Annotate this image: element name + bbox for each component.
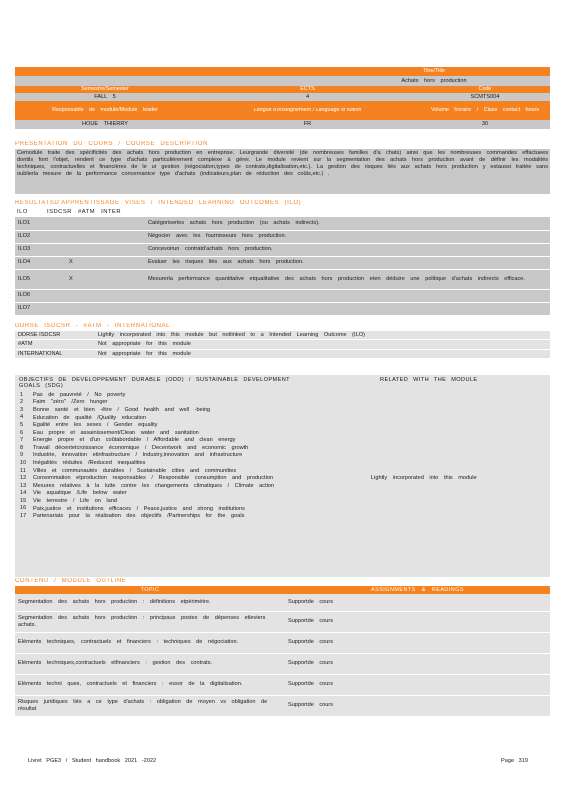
sdg-number: 9 <box>20 452 24 459</box>
sdg-text: Faim "zéro" /Zero hunger <box>33 399 108 406</box>
content-assign: Supportde cours <box>285 653 550 674</box>
presentation-text: Cemodule traite des spécificités des achats hors production en entreprise. Leurgrande diversité (de nombreuses familles d'a chats) ainsi que les nombreuses commandes effactuees dontils font l'objet, rendent ce type d'achats particulièrement complexe à gérer. Le module revient sur la segmentation des achats hors production avant de définir les modalités techniques, contractuelles et financières de le ur gestion (négociation,types de contrats,digitalisation,etc.). La gestion des risques liés aux achats hors production y estaussi traitée sans oublierla mesure de la performance concernantce type d'achats (indicateurs,plan de réduction des coûts,etc.) . <box>15 149 550 194</box>
responsible-values-row <box>15 120 550 129</box>
sdg-number: 12 <box>20 475 27 482</box>
content-assign: Supportde cours <box>285 632 550 653</box>
ilo-text: Concevoirun contratd'achats hors production. <box>145 243 550 256</box>
content-topic: Segmentation des achats hors production : définitions etpérimètre. <box>15 594 285 611</box>
semester-value: FALL 5 <box>94 93 116 100</box>
ilo-text: Catégoriserles achats hors production (ou achats indirects). <box>145 217 550 230</box>
sdg-item <box>15 429 550 437</box>
page-number: Page 319 <box>501 758 528 764</box>
sdg-text: Villes et communautés durables / Sustainable cities and communities <box>33 467 237 474</box>
ilo-row <box>15 302 550 315</box>
ilo-mark <box>55 289 145 302</box>
content-topic: Eléments techniques, contractuels et financiers : techniques de négociation. <box>15 632 285 653</box>
ilo-id: ILO3 <box>15 243 55 256</box>
sdg-text: Paix,justice et institutions efficaces / Peace,justice and strong institutions <box>33 505 245 512</box>
ilo-table <box>15 217 550 316</box>
sdg-number: 2 <box>20 399 24 406</box>
sdg-text: Inégalités réduites /Reduced inequalities <box>33 460 146 467</box>
ilo-mark <box>55 230 145 243</box>
ilo-id: ILO1 <box>15 217 55 230</box>
sdg-number: 15 <box>20 497 27 504</box>
responsible-value: HOUE THIERRY <box>81 121 129 128</box>
content-topic: Segmentation des achats hors production : principaux postes de dépenses etleviers achats. <box>15 611 285 632</box>
sdg-number: 6 <box>20 429 24 436</box>
sdg-number: 8 <box>20 444 24 451</box>
sdg-number: 11 <box>20 467 26 474</box>
module-header <box>15 67 550 129</box>
intl-row <box>15 349 550 358</box>
ilo-id: ILO2 <box>15 230 55 243</box>
content-col-assign: ASSIGNMENTS & READINGS <box>371 586 464 593</box>
content-topic: Eléments techni ques, contractuels et financiers : essor de la digitalisation. <box>15 674 285 695</box>
sdg-number: 14 <box>20 490 27 497</box>
semester-values-row <box>15 93 550 101</box>
sdg-item <box>15 452 550 460</box>
sdg-number: 7 <box>20 437 24 444</box>
sdg-text: Vie terrestre / Life on land <box>33 498 117 505</box>
intl-label: #ATM <box>15 340 95 349</box>
ilo-text: Négocier avec les fournisseurs hors production. <box>145 230 550 243</box>
ilo-row <box>15 217 550 230</box>
ilo-mark <box>55 243 145 256</box>
ilo-mark <box>55 217 145 230</box>
sdg-item <box>15 437 550 445</box>
sdg-title: OBJECTIFS DE DEVELOPPEMENT DURABLE (ODD) / SUSTAINABLE DEVELOPMENT GOALS (SDG) <box>19 377 290 390</box>
intl-text: Lightly incorporated into this module but notlinked to a Intended Learning Outcome (ILO) <box>95 331 550 340</box>
content-row <box>15 695 550 716</box>
sdg-number: 4 <box>20 414 24 421</box>
sdg-item <box>15 399 550 407</box>
ilo-id: ILO7 <box>15 302 55 315</box>
sdg-text: Bonne santé et bien -être / Good health and well -being <box>33 406 211 413</box>
ilo-id: ILO5 <box>15 269 55 289</box>
sdg-number: 5 <box>20 421 24 428</box>
volume-label: Volume horaire / Class contact hours <box>430 107 540 114</box>
intl-row <box>15 340 550 349</box>
content-title: CONTENU / MODULE OUTLINE <box>15 578 127 584</box>
sdg-number: 13 <box>20 482 27 489</box>
sdg-item <box>15 490 550 498</box>
sdg-text: Pas de pauvreté / No poverty <box>33 391 126 398</box>
sdg-item <box>15 414 550 422</box>
responsible-labels-row <box>15 101 550 120</box>
ects-value: 4 <box>305 93 310 100</box>
sdg-text: Education de qualité /Quality education <box>33 414 147 421</box>
page-footer <box>28 758 528 764</box>
ilo-col-id: ILO <box>17 209 28 216</box>
sdg-number: 10 <box>20 459 27 466</box>
sdg-related-title: RELATED WITH THE MODULE <box>380 377 478 383</box>
sdg-item <box>15 505 550 513</box>
content-col-topic: TOPIC <box>140 586 160 593</box>
responsible-label: Responsable de module/Module leader <box>52 107 158 114</box>
content-row <box>15 653 550 674</box>
ilo-col-flags: ISDCSR #ATM INTER <box>47 209 122 216</box>
sdg-item <box>15 475 550 483</box>
ilo-section <box>15 200 550 316</box>
sdg-number: 3 <box>20 406 24 413</box>
sdg-number: 1 <box>20 391 24 398</box>
sdg-item <box>15 482 550 490</box>
presentation-section <box>15 141 550 194</box>
sdg-text: Industrie, innovation etinfrastructure / Industry,innovation and infrastructure <box>33 452 243 459</box>
ilo-text <box>145 302 550 315</box>
intl-table <box>15 331 550 359</box>
content-assign: Supportde cours <box>285 594 550 611</box>
intl-text: Not appropriate for this module <box>95 349 550 358</box>
sdg-item <box>15 391 550 399</box>
language-label: Langue d'enseignement / Language of tuition <box>253 107 362 113</box>
ilo-title: RESULTATSD'APPRENTISSAGE VISES / INTENDED LEARNING OUTCOMES (ILO) <box>15 200 302 206</box>
content-assign: Supportde cours <box>285 674 550 695</box>
sdg-section <box>15 375 550 577</box>
title-label: Titre/Title <box>422 68 446 75</box>
sdg-item <box>15 513 550 521</box>
intl-row <box>15 331 550 340</box>
sdg-text: Consommation etproduction responsables / Responsible consumption and production <box>33 475 274 482</box>
semester-label: Semestre/Semester <box>81 86 129 93</box>
sdg-text: Partenariats pour la réalisation des objectifs /Partnerships for the goals <box>33 513 245 520</box>
content-row <box>15 611 550 632</box>
ilo-id: ILO4 <box>15 256 55 269</box>
sdg-related: Lightly incorporated into this module <box>371 475 477 482</box>
code-label: Code <box>478 86 492 93</box>
ects-label: ECTS <box>300 86 315 93</box>
ilo-mark <box>55 302 145 315</box>
ilo-header-row <box>15 208 550 217</box>
ilo-row <box>15 230 550 243</box>
sdg-item <box>15 421 550 429</box>
intl-label: DDRSE ISDCSR <box>15 331 95 340</box>
sdg-text: Travail décentetcroissance économique / Decentwork and economic growth <box>33 444 249 451</box>
semester-labels-row <box>15 86 550 93</box>
content-section <box>15 578 550 717</box>
ilo-text: Mesurerla performance quantitative etqualitative des achats hors production eten déduire une politique d'achats indirects efficace. <box>145 269 550 289</box>
sdg-item <box>15 467 550 475</box>
sdg-number: 16 <box>20 505 27 512</box>
code-value: SCMTS004 <box>470 93 500 100</box>
sdg-item <box>15 497 550 505</box>
intl-section <box>15 323 550 359</box>
intl-text: Not appropriate for this module <box>95 340 550 349</box>
ilo-text: Evaluer les risques liés aux achats hors production. <box>145 256 550 269</box>
intl-title: DDRSE ISDCSR - #ATM - INTERNATIONAL <box>15 323 171 329</box>
sdg-item <box>15 444 550 452</box>
sdg-text: Eau propre et assainissement/Clean water and sanitation <box>33 429 199 436</box>
content-row <box>15 632 550 653</box>
sdg-text: Mesures relatives à la lutte contre les changements climatiques / Climate action <box>33 482 275 489</box>
module-title: Achats hors production <box>401 77 467 84</box>
sdg-item <box>15 406 550 414</box>
content-row <box>15 674 550 695</box>
sdg-list <box>15 391 550 520</box>
content-assign: Supportde cours <box>285 611 550 632</box>
sdg-number: 17 <box>20 513 27 520</box>
sdg-text: Egalité entre les sexes / Gender equality <box>33 422 158 429</box>
ilo-row <box>15 289 550 302</box>
sdg-header <box>15 375 550 391</box>
content-header-row <box>15 586 550 594</box>
title-value-row <box>15 76 550 86</box>
sdg-text: Energie propre et d'un coûtabordable / Affordable and clean energy <box>33 437 236 444</box>
intl-label: INTERNATIONAL <box>15 349 95 358</box>
ilo-mark: X <box>55 256 145 269</box>
footer-left: Livret PGE3 / Student handbook 2021 -2022 <box>28 758 157 764</box>
content-table <box>15 594 550 717</box>
ilo-row <box>15 243 550 256</box>
title-label-row <box>15 67 550 76</box>
content-topic: Eléments techniques,contractuels etfinanciers : gestion des contrats. <box>15 653 285 674</box>
content-topic: Risques juridiques liés a ce type d'achats : obligation de moyen vs obligation de résultat <box>15 695 285 716</box>
presentation-title: PRESENTATION DU COURS / COURSE DESCRIPTION <box>15 141 208 147</box>
ilo-id: ILO6 <box>15 289 55 302</box>
volume-value: 30 <box>481 121 489 128</box>
content-row <box>15 594 550 611</box>
content-assign: Supportde cours <box>285 695 550 716</box>
sdg-item <box>15 459 550 467</box>
language-value: FR <box>303 121 312 128</box>
ilo-mark: X <box>55 269 145 289</box>
ilo-row <box>15 256 550 269</box>
sdg-text: Vie aquatique /Life below water <box>33 490 127 497</box>
ilo-row <box>15 269 550 289</box>
ilo-text <box>145 289 550 302</box>
